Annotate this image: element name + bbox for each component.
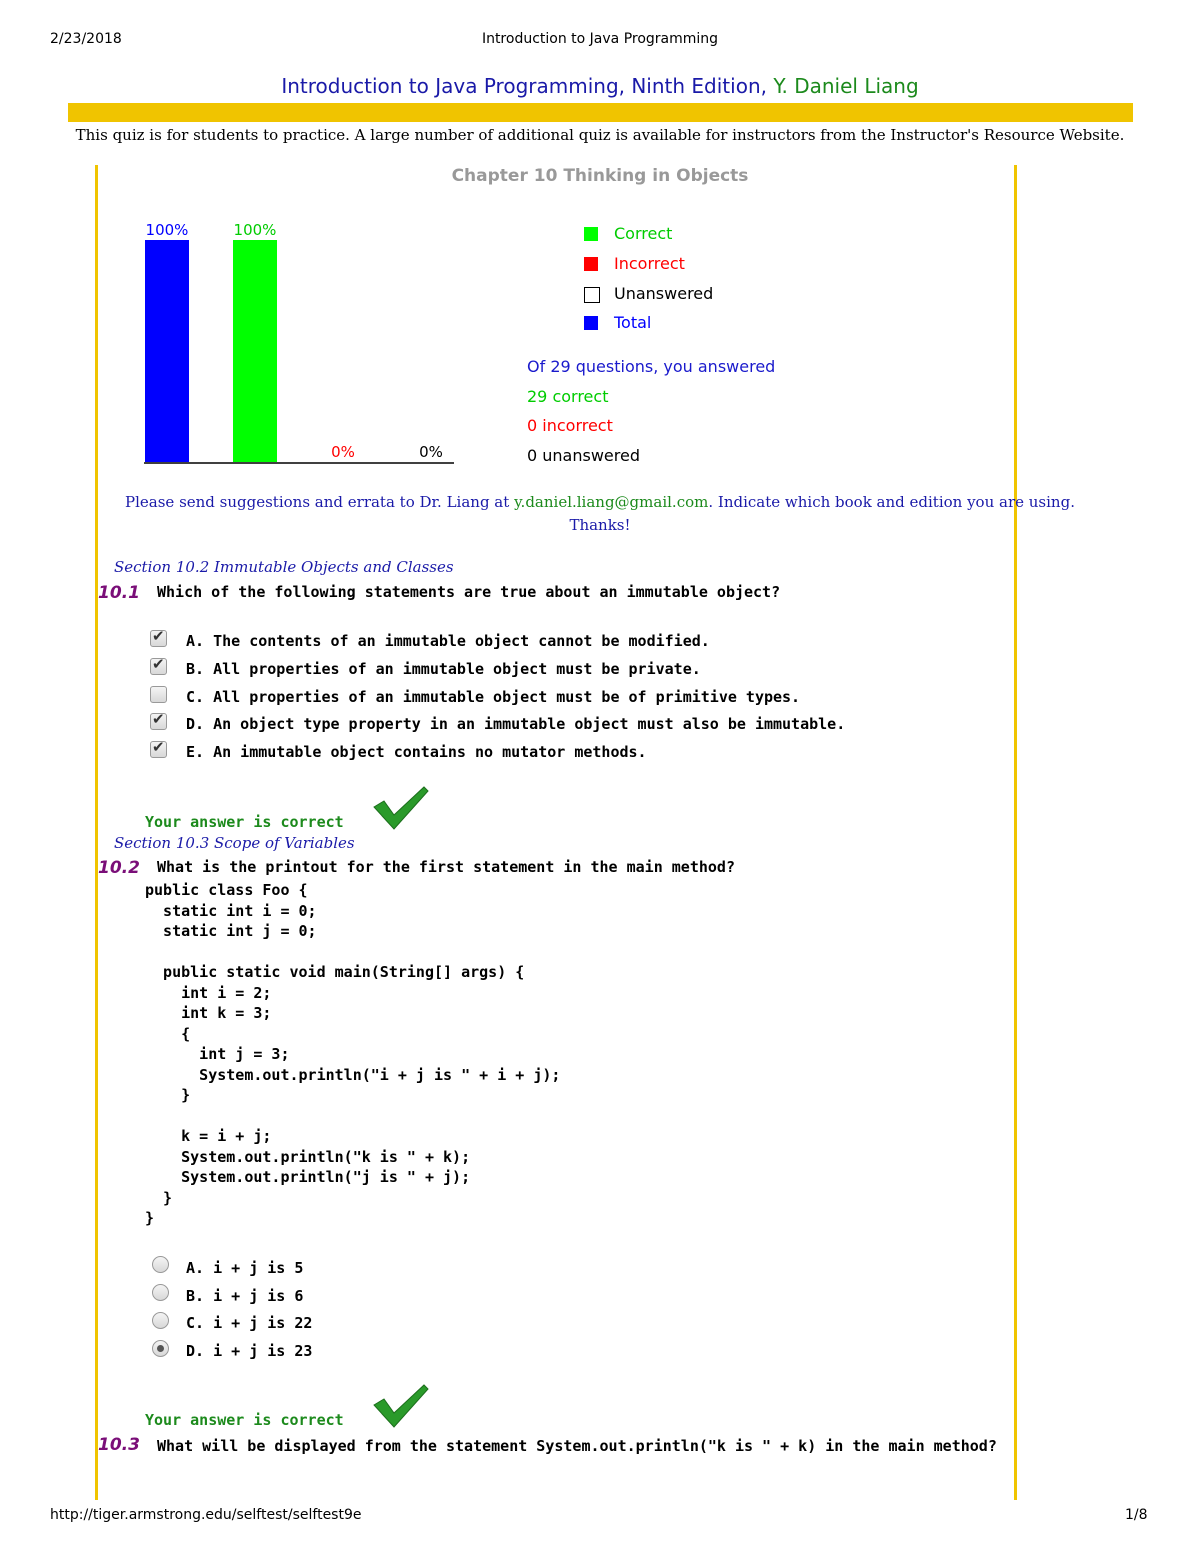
bar-label-correct: 100%	[233, 221, 277, 239]
content-border-right	[1014, 165, 1017, 1500]
q2-option-a-label: A. i + j is 5	[186, 1259, 304, 1277]
legend-swatch-correct	[584, 227, 598, 241]
header-title: Introduction to Java Programming	[481, 31, 719, 47]
q2-result-message: Your answer is correct	[145, 1411, 344, 1429]
section-heading-q2: Section 10.3 Scope of Variables	[114, 834, 355, 852]
bar-label-incorrect: 0%	[331, 443, 355, 461]
summary-incorrect: 0 incorrect	[527, 416, 613, 435]
legend-label-unanswered: Unanswered	[614, 284, 714, 303]
question-number-q2: 10.2	[98, 858, 140, 878]
question-text-q2: What is the printout for the first statement in the main method?	[157, 858, 735, 876]
q1-option-e-checkbox[interactable]	[150, 741, 167, 758]
legend-label-incorrect: Incorrect	[614, 254, 685, 273]
section-heading-q1: Section 10.2 Immutable Objects and Classes	[114, 558, 454, 576]
q2-correct-check-icon	[372, 1383, 430, 1429]
question-number-q3: 10.3	[98, 1435, 140, 1455]
intro-note: This quiz is for students to practice. A large number of additional quiz is available for instructors from the Instructor's Resource Website.	[75, 126, 1125, 144]
bar-label-unanswered: 0%	[419, 443, 443, 461]
q1-option-e-label: E. An immutable object contains no mutator methods.	[186, 743, 647, 761]
book-title-text: Introduction to Java Programming, Ninth Edition,	[281, 74, 767, 98]
footer-page-number: 1/8	[1125, 1507, 1148, 1523]
results-bar-chart	[140, 212, 470, 472]
q2-option-c-label: C. i + j is 22	[186, 1314, 313, 1332]
q1-result-message: Your answer is correct	[145, 813, 344, 831]
q2-option-b-radio[interactable]	[152, 1284, 169, 1301]
legend-label-correct: Correct	[614, 224, 673, 243]
chapter-title: Chapter 10 Thinking in Objects	[451, 166, 749, 186]
q2-code-listing: public class Foo { static int i = 0; static int j = 0; public static void main(String[] args) { int i = 2; int k = 3; { int j = 3; System.out.println("i + j is " + i + j); } k = i + j; System.out.println("k is " + k); System.out.println("j is " + j); } }	[145, 881, 561, 1227]
q1-option-a-label: A. The contents of an immutable object cannot be modified.	[186, 632, 710, 650]
bar-correct	[233, 240, 277, 462]
title-divider-bar	[68, 103, 1133, 122]
q2-option-d-radio[interactable]	[152, 1340, 169, 1357]
summary-correct: 29 correct	[527, 387, 609, 406]
q1-option-b-label: B. All properties of an immutable object must be private.	[186, 660, 701, 678]
question-text-q3: What will be displayed from the statement System.out.println("k is " + k) in the main method?	[157, 1437, 997, 1455]
bar-label-total: 100%	[145, 221, 189, 239]
suggestions-note	[100, 491, 1100, 537]
bar-total	[145, 240, 189, 462]
q1-option-c-label: C. All properties of an immutable object must be of primitive types.	[186, 688, 801, 706]
suggestions-email-link[interactable]: y.daniel.liang@gmail.com	[514, 493, 709, 511]
legend-swatch-total	[584, 316, 598, 330]
q2-option-a-radio[interactable]	[152, 1256, 169, 1273]
q2-option-d-label: D. i + j is 23	[186, 1342, 313, 1360]
legend-swatch-incorrect	[584, 257, 598, 271]
q2-option-b-label: B. i + j is 6	[186, 1287, 304, 1305]
suggestions-thanks: Thanks!	[569, 516, 631, 534]
content-border-left	[95, 165, 98, 1500]
q1-option-c-checkbox[interactable]	[150, 686, 167, 703]
q1-correct-check-icon	[372, 785, 430, 831]
q2-option-c-radio[interactable]	[152, 1312, 169, 1329]
q1-option-d-checkbox[interactable]	[150, 713, 167, 730]
header-date: 2/23/2018	[50, 31, 122, 47]
q1-option-a-checkbox[interactable]	[150, 630, 167, 647]
book-title	[0, 74, 1200, 98]
q1-option-b-checkbox[interactable]	[150, 658, 167, 675]
suggestions-before: Please send suggestions and errata to Dr. Liang at	[125, 493, 515, 511]
legend-swatch-unanswered	[584, 287, 600, 303]
suggestions-after: . Indicate which book and edition you are using.	[708, 493, 1075, 511]
summary-unanswered: 0 unanswered	[527, 446, 640, 465]
question-text-q1: Which of the following statements are true about an immutable object?	[157, 583, 781, 601]
summary-answered: Of 29 questions, you answered	[527, 357, 776, 376]
q1-option-d-label: D. An object type property in an immutable object must also be immutable.	[186, 715, 846, 733]
book-author: Y. Daniel Liang	[773, 74, 919, 98]
footer-url[interactable]: http://tiger.armstrong.edu/selftest/selftest9e	[50, 1507, 362, 1523]
question-number-q1: 10.1	[98, 583, 140, 603]
legend-label-total: Total	[614, 313, 652, 332]
